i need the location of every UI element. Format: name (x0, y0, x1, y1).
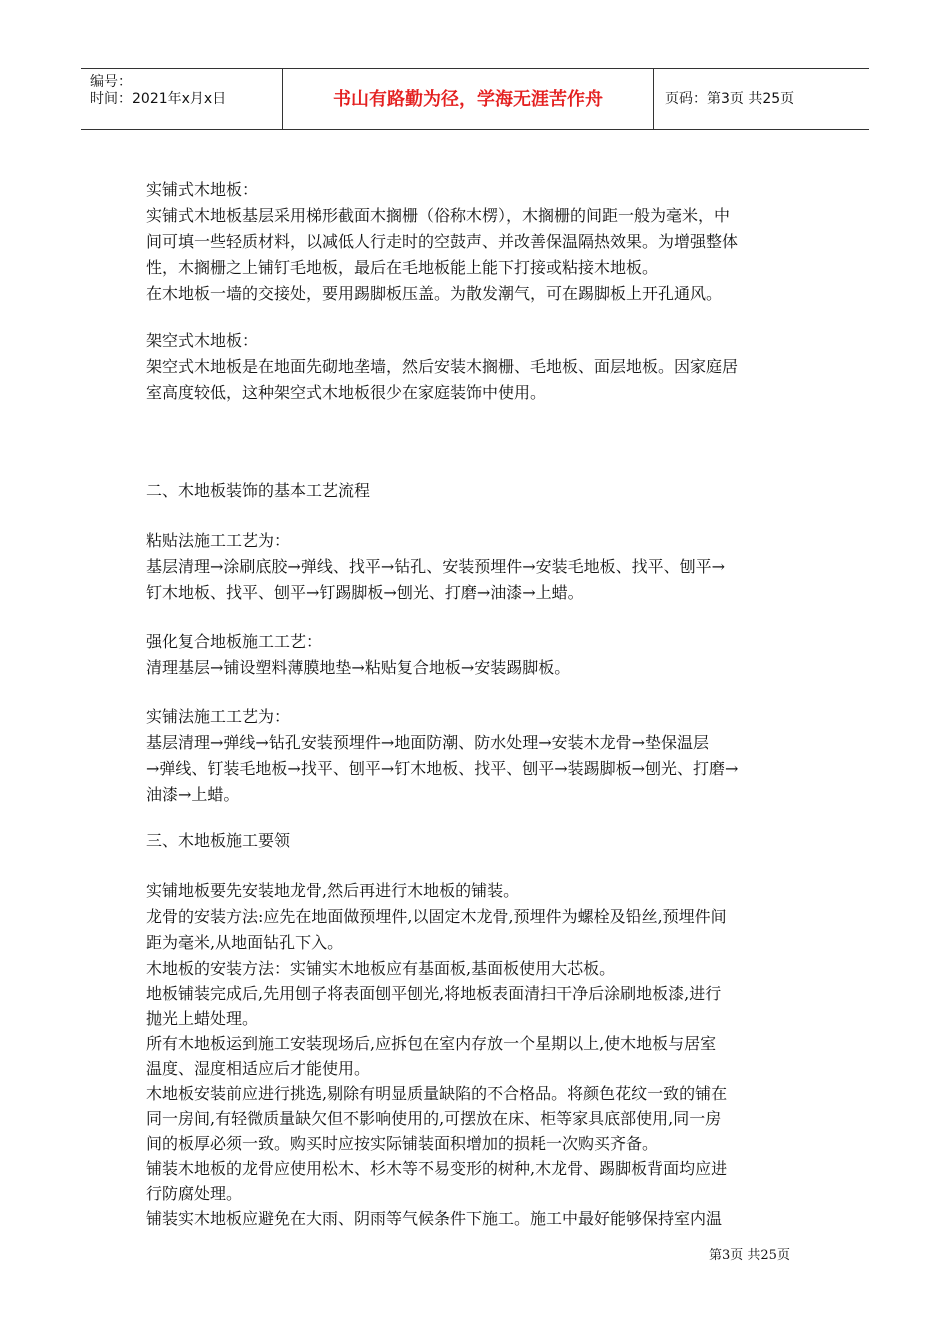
document-date-label: 时间：2021年x月x日 (90, 91, 227, 107)
text-line: 木地板的安装方法：实铺实木地板应有基面板,基面板使用大芯板。 (146, 959, 616, 978)
text-line: 距为毫米,从地面钻孔下入。 (146, 933, 344, 952)
text-line: 抛光上蜡处理。 (146, 1009, 259, 1028)
text-line: 在木地板一墙的交接处，要用踢脚板压盖。为散发潮气，可在踢脚板上开孔通风。 (146, 284, 723, 303)
text-line: 实铺地板要先安装地龙骨,然后再进行木地板的铺装。 (146, 881, 520, 900)
text-line: 基层清理→弹线→钻孔安装预埋件→地面防潮、防水处理→安装木龙骨→垫保温层 (146, 733, 710, 752)
text-line: →弹线、钉装毛地板→找平、刨平→钉木地板、找平、刨平→装踢脚板→刨光、打磨→ (146, 759, 739, 778)
text-line: 铺装实木地板应避免在大雨、阴雨等气候条件下施工。施工中最好能够保持室内温 (146, 1209, 723, 1228)
text-line: 实铺式木地板基层采用梯形截面木搁栅（俗称木楞），木搁栅的间距一般为毫米，中 (146, 206, 731, 225)
subheading-adhesive-method: 粘贴法施工工艺为： (146, 531, 291, 550)
text-line: 行防腐处理。 (146, 1184, 243, 1203)
subheading-laminate: 强化复合地板施工工艺： (146, 632, 323, 651)
subheading-solid-method: 实铺法施工工艺为： (146, 707, 291, 726)
text-line: 龙骨的安装方法:应先在地面做预埋件,以固定木龙骨,预埋件为螺栓及铅丝,预埋件间 (146, 907, 727, 926)
text-line: 间的板厚必须一致。购买时应按实际铺装面积增加的损耗一次购买齐备。 (146, 1134, 659, 1153)
section-heading-2: 二、木地板装饰的基本工艺流程 (146, 481, 371, 500)
page-header (81, 68, 869, 130)
header-right-cell (654, 69, 869, 129)
subheading-raised-floor: 架空式木地板： (146, 331, 259, 350)
subheading-solid-floor: 实铺式木地板： (146, 180, 259, 199)
text-line: 地板铺装完成后,先用刨子将表面刨平刨光,将地板表面清扫干净后涂刷地板漆,进行 (146, 984, 722, 1003)
header-left-cell (81, 69, 283, 129)
page-footer-number: 第3页 共25页 (709, 1248, 790, 1263)
text-line: 同一房间,有轻微质量缺欠但不影响使用的,可摆放在床、柜等家具底部使用,同一房 (146, 1109, 722, 1128)
text-line: 性，木搁栅之上铺钉毛地板，最后在毛地板能上能下打接或粘接木地板。 (146, 258, 659, 277)
text-line: 间可填一些轻质材料，以减低人行走时的空鼓声、并改善保温隔热效果。为增强整体 (146, 232, 739, 251)
section-heading-3: 三、木地板施工要领 (146, 831, 291, 850)
text-line: 木地板安装前应进行挑选,剔除有明显质量缺陷的不合格品。将颜色花纹一致的铺在 (146, 1084, 728, 1103)
text-line: 油漆→上蜡。 (146, 785, 240, 804)
header-page-number: 页码：第3页 共25页 (665, 91, 795, 107)
text-line: 所有木地板运到施工安装现场后,应拆包在室内存放一个星期以上,使木地板与居室 (146, 1034, 717, 1053)
text-line: 架空式木地板是在地面先砌地垄墙，然后安装木搁栅、毛地板、面层地板。因家庭居 (146, 357, 739, 376)
text-line: 清理基层→铺设塑料薄膜地垫→粘贴复合地板→安装踢脚板。 (146, 658, 571, 677)
text-line: 温度、湿度相适应后才能使用。 (146, 1059, 371, 1078)
text-line: 铺装木地板的龙骨应使用松木、杉木等不易变形的树种,木龙骨、踢脚板背面均应进 (146, 1159, 728, 1178)
text-line: 基层清理→涂刷底胶→弹线、找平→钻孔、安装预埋件→安装毛地板、找平、刨平→ (146, 557, 726, 576)
text-line: 钉木地板、找平、刨平→钉踢脚板→刨光、打磨→油漆→上蜡。 (146, 583, 584, 602)
header-motto: 书山有路勤为径，学海无涯苦作舟 (333, 89, 603, 110)
text-line: 室高度较低，这种架空式木地板很少在家庭装饰中使用。 (146, 383, 547, 402)
header-middle-cell (283, 69, 654, 129)
document-code-label: 编号： (90, 74, 132, 90)
